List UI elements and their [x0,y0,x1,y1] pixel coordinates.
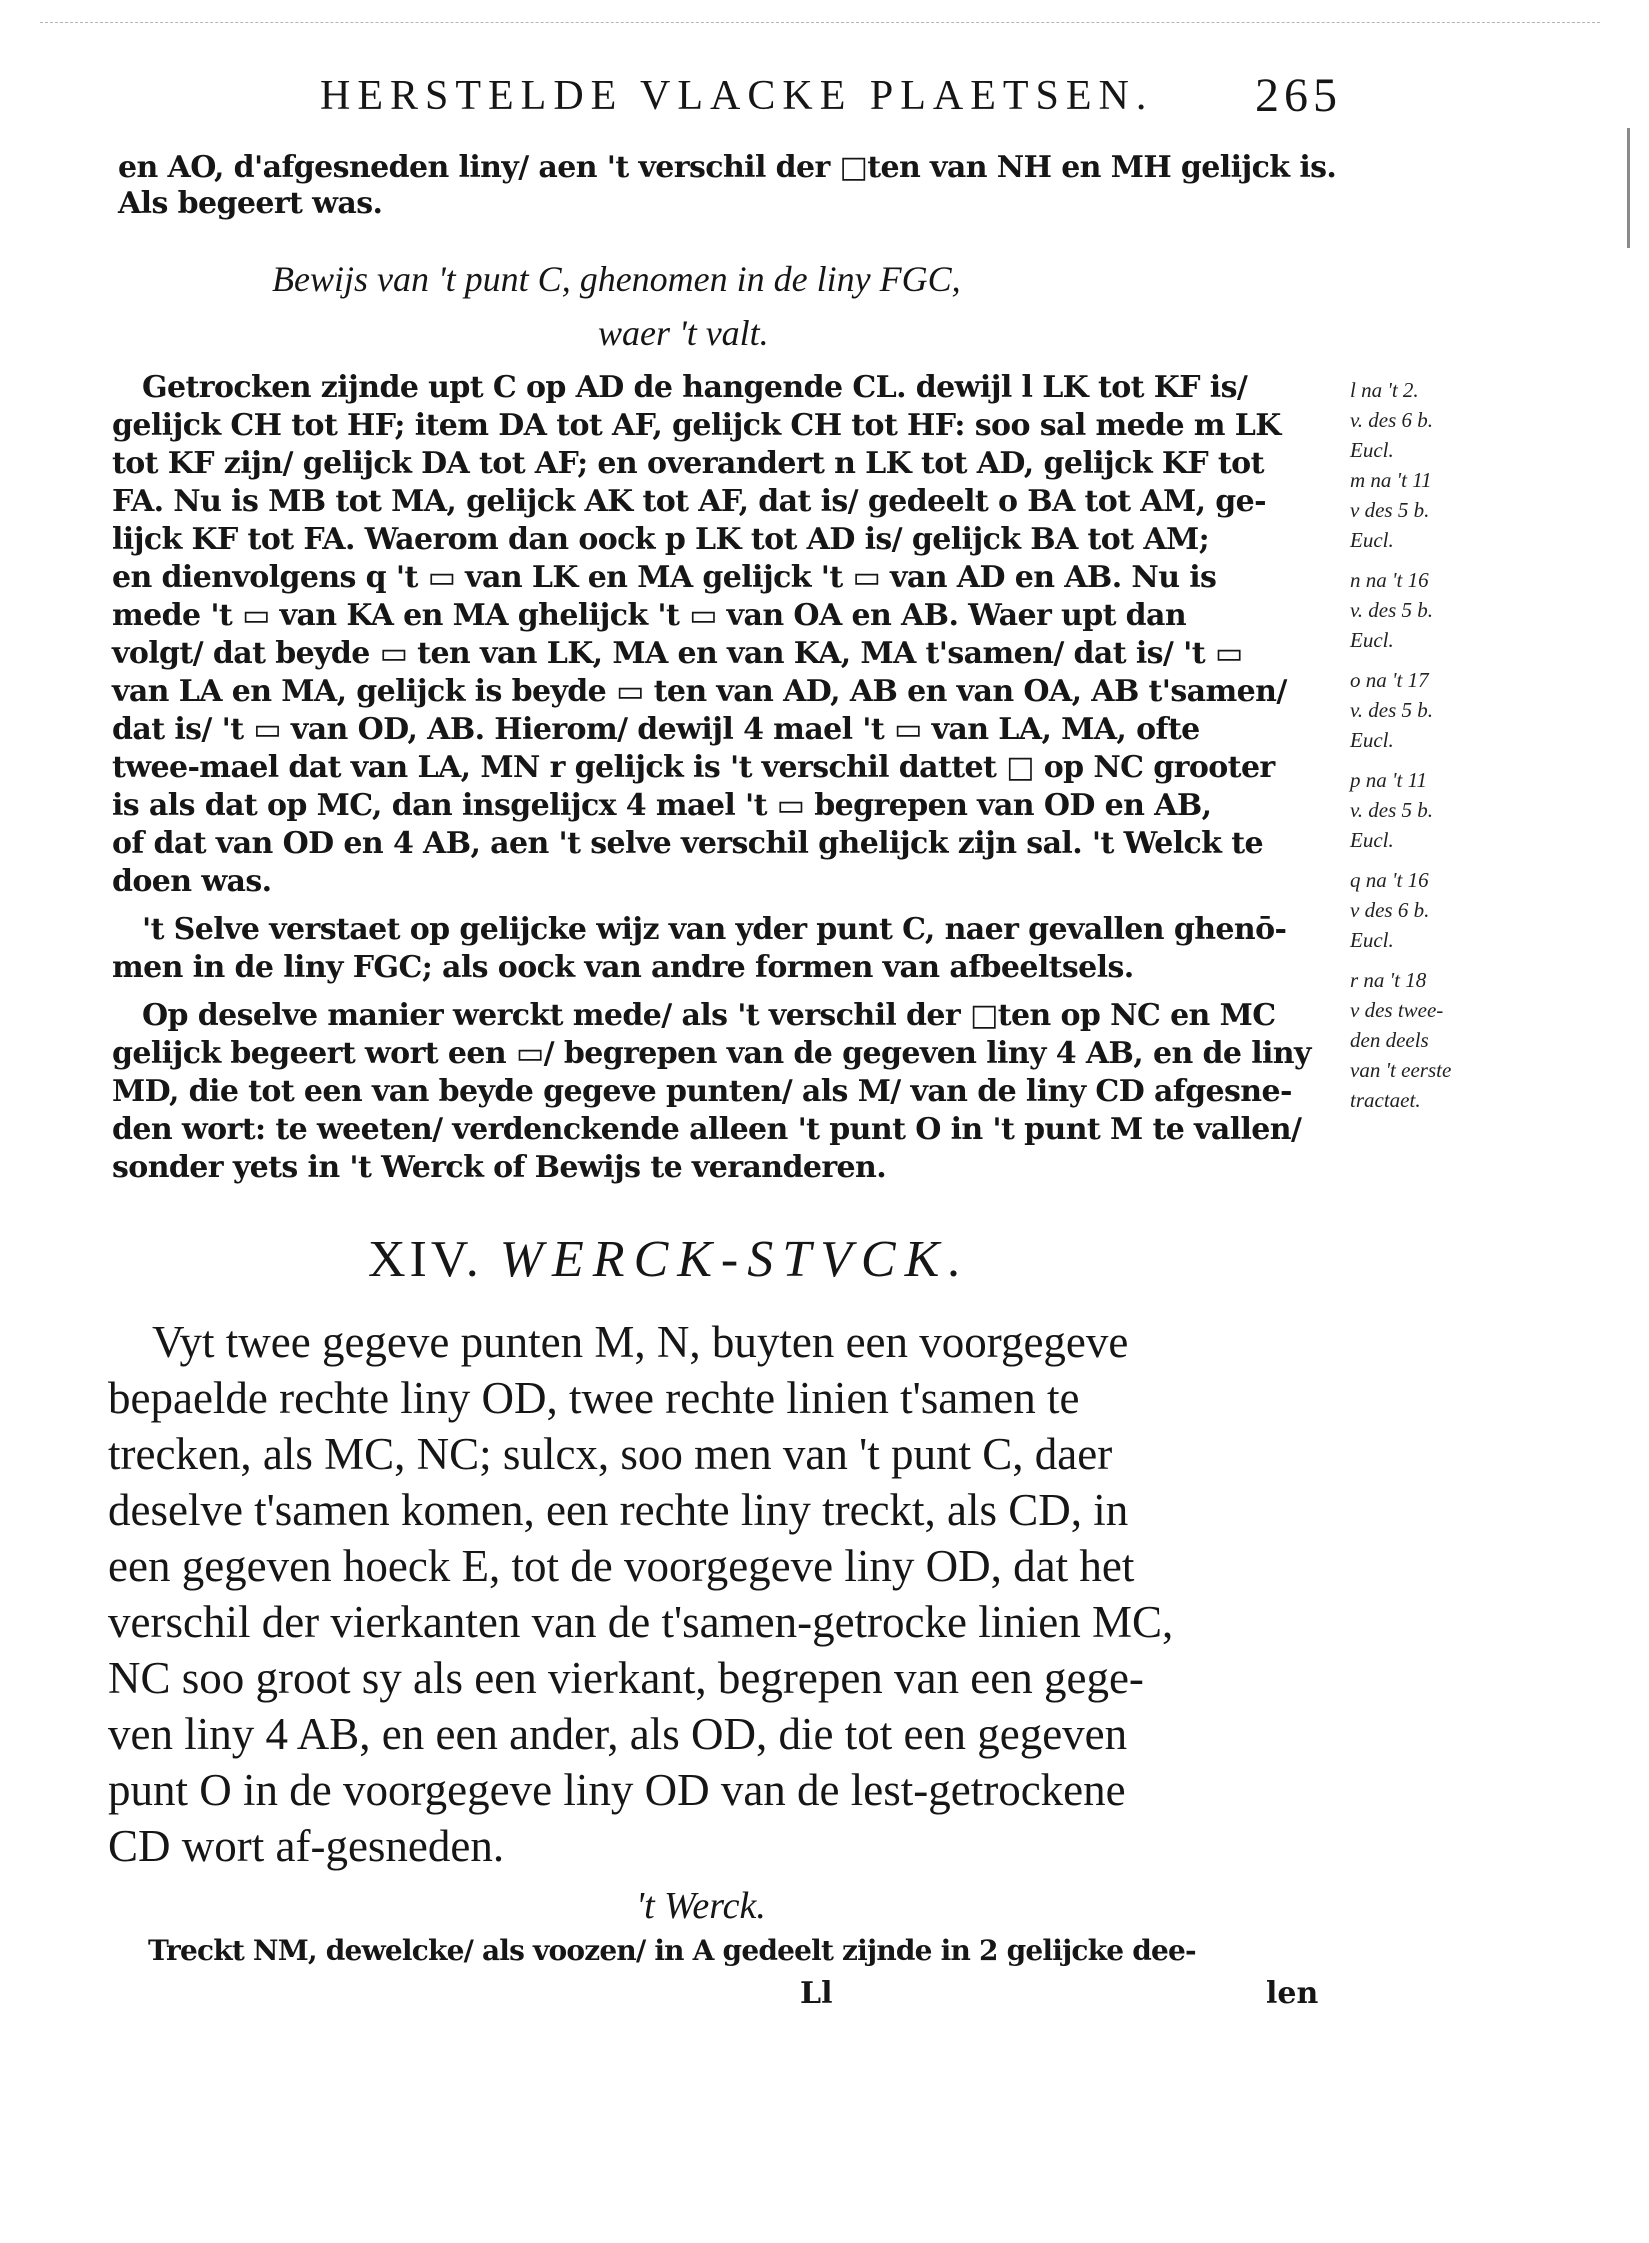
problem-line: bepaelde rechte liny OD, twee rechte linien t'samen te [108,1373,1080,1423]
margin-note: m na 't 11 [1350,468,1432,492]
page-edge-rule [40,22,1600,23]
margin-note: q na 't 16 [1350,868,1429,892]
margin-note: p na 't 11 [1350,768,1428,792]
problem-line: Vyt twee gegeve punten M, N, buyten een voorgegeve [152,1317,1129,1367]
proof-heading-line: waer 't valt. [598,313,769,353]
margin-note: o na 't 17 [1350,668,1429,692]
body-line: den wort: te weeten/ verdenckende alleen 't punt O in 't punt M te vallen/ [112,1112,1302,1147]
intro-line: Als begeert was. [118,186,383,221]
margin-note: Eucl. [1350,628,1394,652]
margin-note: n na 't 16 [1350,568,1429,592]
section-number: XIV. [368,1231,483,1288]
margin-note: v des twee- [1350,998,1444,1022]
problem-line: ven liny 4 AB, en een ander, als OD, die tot een gegeven [108,1709,1128,1759]
body-line: gelijck CH tot HF; item DA tot AF, gelijck CH tot HF: soo sal mede m LK [112,408,1281,443]
body-line-last: Treckt NM, dewelcke/ als voozen/ in A gedeelt zijnde in 2 gelijcke dee- [148,1934,1196,1967]
body-line: doen was. [112,864,272,899]
margin-note: den deels [1350,1028,1429,1052]
body-line: gelijck begeert wort een ▭/ begrepen van de gegeven liny 4 AB, en de liny [112,1036,1311,1071]
signature-mark: Ll [800,1976,833,2011]
problem-line: een gegeven hoeck E, tot de voorgegeve liny OD, dat het [108,1541,1135,1591]
body-line: is als dat op MC, dan insgelijcx 4 mael 't ▭ begrepen van OD en AB, [112,788,1212,823]
werck-heading: 't Werck. [636,1885,766,1927]
body-line: volgt/ dat beyde ▭ ten van LK, MA en van KA, MA t'samen/ dat is/ 't ▭ [112,636,1243,671]
body-line: FA. Nu is MB tot MA, gelijck AK tot AF, dat is/ gedeelt o BA tot AM, ge- [112,484,1266,519]
body-line: sonder yets in 't Werck of Bewijs te veranderen. [112,1150,887,1185]
problem-line: trecken, als MC, NC; sulcx, soo men van 't punt C, daer [108,1429,1113,1479]
body-line: Op deselve manier werckt mede/ als 't verschil der □ten op NC en MC [142,998,1276,1033]
margin-note: van 't eerste [1350,1058,1452,1082]
margin-note: v des 6 b. [1350,898,1430,922]
body-line: mede 't ▭ van KA en MA ghelijck 't ▭ van OA en AB. Waer upt dan [112,598,1187,633]
body-line: Getrocken zijnde upt C op AD de hangende CL. dewijl l LK tot KF is/ [142,370,1248,405]
scan-edge-mark [1627,128,1630,248]
running-head-title: HERSTELDE VLACKE PLAETSEN. [320,73,1154,119]
body-line: tot KF zijn/ gelijck DA tot AF; en overandert n LK tot AD, gelijck KF tot [112,446,1264,481]
problem-line: CD wort af-gesneden. [108,1821,505,1871]
body-line: twee-mael dat van LA, MN r gelijck is 't verschil dattet □ op NC grooter [112,750,1275,785]
margin-note: Eucl. [1350,528,1394,552]
section-label: WERCK-STVCK. [499,1231,971,1288]
catchword: len [1266,1976,1319,2011]
proof-heading-line: Bewijs van 't punt C, ghenomen in de liny FGC, [272,259,961,299]
margin-note: tractaet. [1350,1088,1421,1112]
problem-line: NC soo groot sy als een vierkant, begrepen van een gege- [108,1653,1144,1703]
body-line: MD, die tot een van beyde gegeve punten/ als M/ van de liny CD afgesne- [112,1074,1292,1109]
body-line: en dienvolgens q 't ▭ van LK en MA gelijck 't ▭ van AD en AB. Nu is [112,560,1217,595]
body-line: lijck KF tot FA. Waerom dan oock p LK tot AD is/ gelijck BA tot AM; [112,522,1210,557]
margin-note: v. des 5 b. [1350,698,1434,722]
margin-note: Eucl. [1350,438,1394,462]
page-number: 265 [1255,69,1342,122]
margin-note: Eucl. [1350,928,1394,952]
running-head [0,68,1649,128]
problem-line: deselve t'samen komen, een rechte liny treckt, als CD, in [108,1485,1129,1535]
margin-note: r na 't 18 [1350,968,1427,992]
margin-note: l na 't 2. [1350,378,1419,402]
margin-note: v. des 5 b. [1350,798,1434,822]
margin-note: Eucl. [1350,828,1394,852]
body-line: van LA en MA, gelijck is beyde ▭ ten van AD, AB en van OA, AB t'samen/ [112,674,1287,709]
body-line: dat is/ 't ▭ van OD, AB. Hierom/ dewijl 4 mael 't ▭ van LA, MA, ofte [112,712,1200,747]
body-line: 't Selve verstaet op gelijcke wijz van yder punt C, naer gevallen ghenō- [142,912,1287,947]
margin-note: Eucl. [1350,728,1394,752]
margin-note: v. des 5 b. [1350,598,1434,622]
intro-line: en AO, d'afgesneden liny/ aen 't verschil der □ten van NH en MH gelijck is. [118,150,1337,185]
body-line: of dat van OD en 4 AB, aen 't selve verschil ghelijck zijn sal. 't Welck te [112,826,1263,861]
problem-line: verschil der vierkanten van de t'samen-getrocke linien MC, [108,1597,1174,1647]
margin-note: v des 5 b. [1350,498,1430,522]
body-line: men in de liny FGC; als oock van andre formen van afbeeltsels. [112,950,1134,985]
section-heading [368,1230,970,1289]
problem-line: punt O in de voorgegeve liny OD van de lest-getrockene [108,1765,1126,1815]
margin-note: v. des 6 b. [1350,408,1434,432]
